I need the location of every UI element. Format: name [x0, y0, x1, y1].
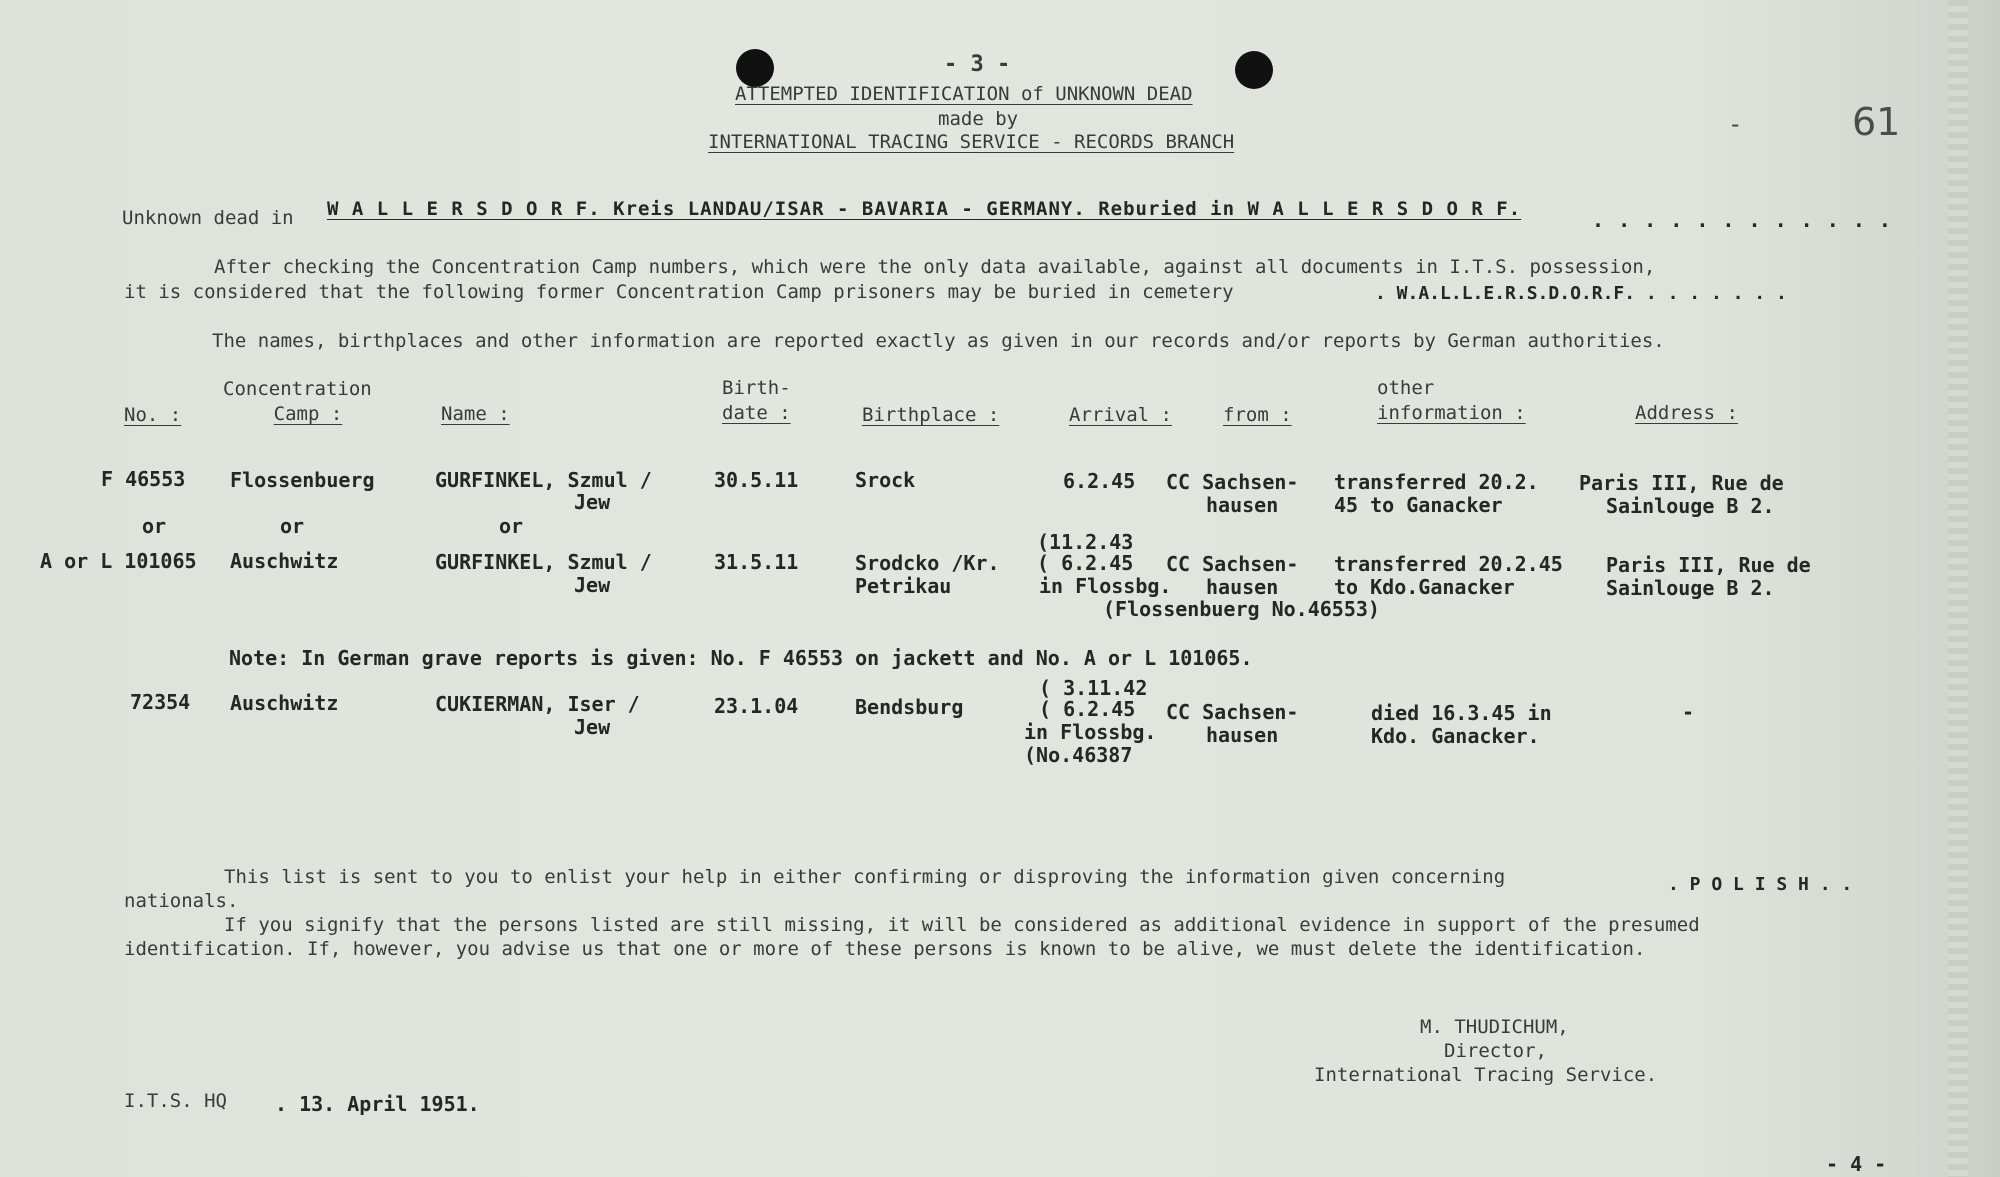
nationality: . P O L I S H . .: [1668, 874, 1853, 895]
punch-hole-left: [736, 49, 774, 87]
row-arrival-line2: ( 6.2.45: [1037, 551, 1134, 575]
page-number: - 3 -: [944, 52, 1011, 77]
row-other: transferred 20.2.45: [1334, 552, 1563, 576]
row-arrival-line2: ( 6.2.45: [1039, 697, 1136, 721]
row-from: CC Sachsen-: [1166, 470, 1299, 494]
closing-paragraph-line1: This list is sent to you to enlist your help in either confirming or disproving the information given concerning: [224, 866, 1506, 888]
next-page-number: - 4 -: [1826, 1152, 1887, 1176]
cemetery-name: . W.A.L.L.E.R.S.D.O.R.F. . . . . . . .: [1375, 283, 1787, 304]
header-birthdate-line2: date :: [722, 402, 791, 424]
side-page-number: 61: [1852, 100, 1901, 144]
page-edge: [1948, 0, 1968, 1177]
grave-report-note: Note: In German grave reports is given: No. F 46553 on jackett and No. A or L 101065.: [229, 646, 1253, 670]
header-from: from :: [1223, 404, 1292, 426]
closing-paragraph2-line1: If you signify that the persons listed are still missing, it will be considered as additional evidence in support of the presumed: [224, 914, 1700, 936]
header-birthplace: Birthplace :: [862, 404, 1000, 426]
row-other-line2: to Kdo.Ganacker: [1334, 575, 1515, 599]
header-arrival: Arrival :: [1069, 404, 1172, 426]
signatory-name: M. THUDICHUM,: [1420, 1016, 1569, 1038]
side-dash: -: [1728, 110, 1743, 138]
header-other-line1: other: [1377, 377, 1435, 399]
row-birthdate: 31.5.11: [714, 550, 799, 574]
row-address: Paris III, Rue de: [1606, 553, 1811, 577]
row-camp: Auschwitz: [230, 549, 339, 573]
row-arrival: ( 3.11.42: [1039, 676, 1148, 700]
row-address: Paris III, Rue de: [1579, 471, 1784, 495]
or-label-no: or: [142, 514, 167, 538]
signatory-organization: International Tracing Service.: [1314, 1064, 1658, 1086]
document-title: ATTEMPTED IDENTIFICATION of UNKNOWN DEAD: [735, 83, 1193, 105]
row-no: 72354: [130, 690, 191, 714]
row-from-line2: hausen: [1206, 575, 1279, 599]
intro-paragraph-line2: it is considered that the following former Concentration Camp prisoners may be buried in cemetery: [124, 281, 1234, 303]
row-other: transferred 20.2.: [1334, 470, 1539, 494]
row-name-line2: Jew: [574, 573, 611, 597]
location-dots: . . . . . . . . . . . .: [1592, 208, 1892, 232]
row-no: F 46553: [101, 467, 186, 491]
or-label-name: or: [499, 514, 524, 538]
row-no: A or L 101065: [40, 549, 197, 573]
row-birthplace-line2: Petrikau: [855, 574, 952, 598]
row-camp: Auschwitz: [230, 691, 339, 715]
row-address-line2: Sainlouge B 2.: [1606, 576, 1775, 600]
organization-heading: INTERNATIONAL TRACING SERVICE - RECORDS BRANCH: [708, 131, 1235, 153]
row-name-line2: Jew: [574, 490, 611, 514]
row-arrival-line4: (Flossenbuerg No.46553): [1103, 597, 1380, 621]
intro-paragraph-2: The names, birthplaces and other information are reported exactly as given in our records and/or reports by German authorities.: [212, 330, 1665, 352]
row-other-line2: Kdo. Ganacker.: [1371, 724, 1540, 748]
row-birthplace: Bendsburg: [855, 695, 964, 719]
closing-paragraph2-line2: identification. If, however, you advise us that one or more of these persons is known to be alive, we must delete the identification.: [124, 938, 1646, 960]
row-from-line2: hausen: [1206, 493, 1279, 517]
row-name: CUKIERMAN, Iser /: [435, 692, 640, 716]
header-birthdate-line1: Birth-: [722, 377, 791, 399]
row-arrival-line3: in Flossbg.: [1024, 720, 1157, 744]
header-camp-line2: Camp :: [273, 403, 343, 425]
footer-place: I.T.S. HQ: [124, 1090, 227, 1112]
row-arrival: (11.2.43: [1037, 530, 1134, 554]
header-no: No. :: [124, 404, 182, 426]
closing-paragraph-line2: nationals.: [124, 890, 239, 912]
made-by: made by: [938, 108, 1019, 130]
row-birthplace: Srock: [855, 468, 916, 492]
unknown-dead-label: Unknown dead in: [122, 207, 294, 229]
location-line: W A L L E R S D O R F. Kreis LANDAU/ISAR - BAVARIA - GERMANY. Reburied in W A L L E R S D O R F.: [327, 198, 1522, 220]
row-other: died 16.3.45 in: [1371, 701, 1552, 725]
row-from-line2: hausen: [1206, 723, 1279, 747]
row-camp: Flossenbuerg: [230, 468, 375, 492]
row-name-line2: Jew: [574, 715, 611, 739]
row-address-line2: Sainlouge B 2.: [1606, 494, 1775, 518]
row-birthplace: Srodcko /Kr.: [855, 551, 1000, 575]
row-from: CC Sachsen-: [1166, 700, 1299, 724]
row-name: GURFINKEL, Szmul /: [435, 550, 652, 574]
header-other-line2: information :: [1377, 402, 1526, 424]
row-other-line2: 45 to Ganacker: [1334, 493, 1503, 517]
header-name: Name :: [441, 403, 510, 425]
footer-date: . 13. April 1951.: [275, 1092, 480, 1116]
row-arrival-line3: in Flossbg.: [1039, 574, 1172, 598]
row-address: -: [1682, 700, 1695, 724]
row-from: CC Sachsen-: [1166, 552, 1299, 576]
row-birthdate: 30.5.11: [714, 468, 799, 492]
intro-paragraph-line1: After checking the Concentration Camp numbers, which were the only data available, against all documents in I.T.S. possession,: [214, 256, 1656, 278]
punch-hole-right: [1235, 51, 1273, 89]
row-arrival-line4: (No.46387: [1024, 743, 1133, 767]
or-label-camp: or: [280, 514, 305, 538]
signatory-role: Director,: [1444, 1040, 1547, 1062]
row-name: GURFINKEL, Szmul /: [435, 468, 652, 492]
row-birthdate: 23.1.04: [714, 694, 799, 718]
header-address: Address :: [1635, 402, 1738, 424]
header-camp-line1: Concentration: [223, 378, 372, 400]
row-arrival: 6.2.45: [1063, 469, 1136, 493]
